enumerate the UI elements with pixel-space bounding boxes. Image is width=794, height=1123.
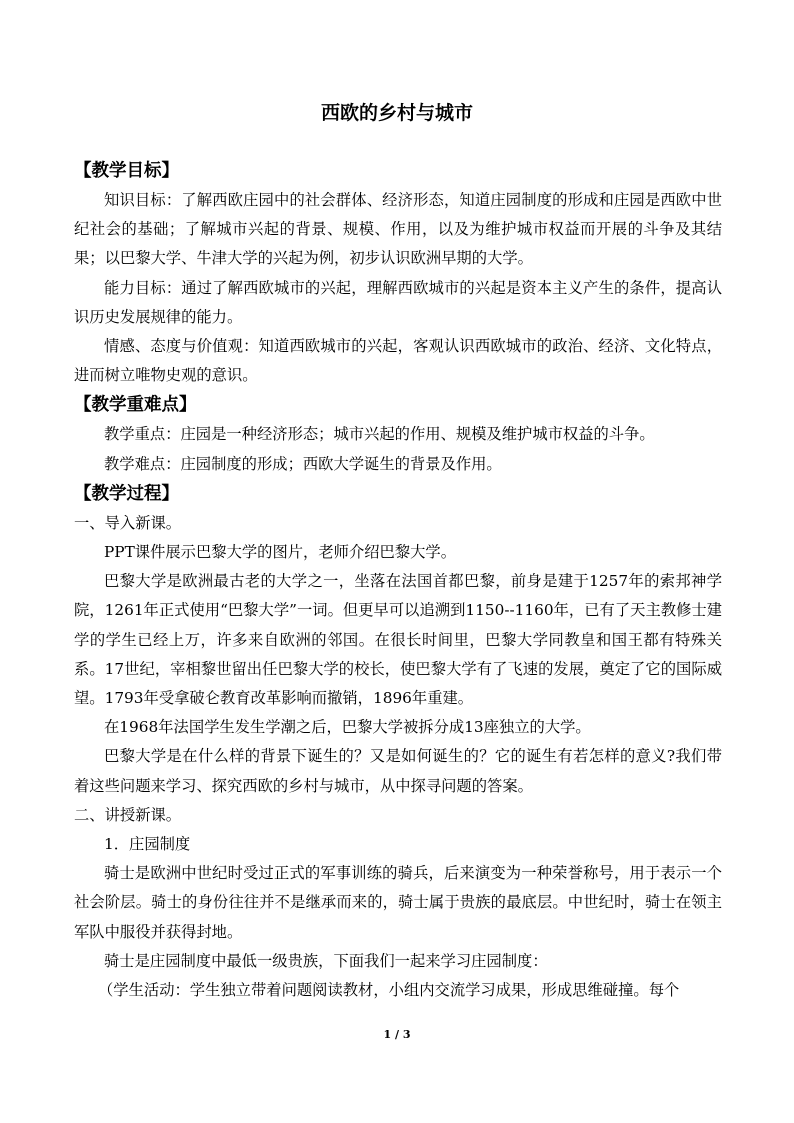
paragraph-paris-university-history: 巴黎大学是欧洲最古老的大学之一，坐落在法国首都巴黎，前身是建于1257年的索邦神学院，1261年正式使用“巴黎大学”一词。但更早可以追溯到1150--1160年，已有了天主教修士建学的学生已经上万，许多来自欧洲的邻国。在很长时间里，巴黎大学同教皇和国王都有特殊关系。17世纪，宰相黎世留出任巴黎大学的校长，使巴黎大学有了飞速的发展，奠定了它的国际威望。1793年受拿破仑教育改革影响而撤销，1896年重建。 [74, 572, 722, 708]
paragraph-key-point: 教学重点：庄园是一种经济形态；城市兴起的作用、规模及维护城市权益的斗争。 [104, 425, 655, 444]
paragraph-lead-questions: 巴黎大学是在什么样的背景下诞生的？又是如何诞生的？它的诞生有若怎样的意义?我们带着这些问题来学习、探究西欧的乡村与城市，从中探寻问题的答案。 [74, 747, 722, 795]
paragraph-ability-objective: 能力目标：通过了解西欧城市的兴起，理解西欧城市的兴起是资本主义产生的条件，提高认识历史发展规律的能力。 [74, 278, 722, 326]
document-body [74, 156, 722, 1005]
section-heading-process: 【教学过程】 [74, 483, 179, 504]
section-heading-objectives: 【教学目标】 [74, 161, 179, 181]
paragraph-difficult-point: 教学难点：庄园制度的形成；西欧大学诞生的背景及作用。 [104, 454, 502, 473]
step-new-lesson: 二、讲授新课。 [74, 805, 182, 824]
paragraph-attitude-objective: 情感、态度与价值观：知道西欧城市的兴起，客观认识西欧城市的政治、经济、文化特点，进而树立唯物史观的意识。 [74, 337, 722, 385]
section-heading-key-points: 【教学重难点】 [74, 395, 197, 416]
paragraph-paris-university-split: 在1968年法国学生发生学潮之后，巴黎大学被拆分成13座独立的大学。 [104, 718, 591, 737]
document-title: 西欧的乡村与城市 [320, 102, 473, 124]
paragraph-ppt-intro: PPT课件展示巴黎大学的图片，老师介绍巴黎大学。 [104, 543, 457, 562]
paragraph-knowledge-objective: 知识目标：了解西欧庄园中的社会群体、经济形态，知道庄园制度的形成和庄园是西欧中世纪社会的基础；了解城市兴起的背景、规模、作用，以及为维护城市权益而开展的斗争及其结果；以巴黎大学、牛津大学的兴起为例，初步认识欧洲早期的大学。 [74, 191, 722, 268]
paragraph-knights: 骑士是欧洲中世纪时受过正式的军事训练的骑兵，后来演变为一种荣誉称号，用于表示一个社会阶层。骑士的身份往往并不是继承而来的，骑士属于贵族的最底层。中世纪时，骑士在领主军队中服役并获得封地。 [74, 864, 722, 941]
step-introduction: 一、导入新课。 [74, 513, 182, 532]
paragraph-knights-manor: 骑士是庄园制度中最低一级贵族，下面我们一起来学习庄园制度： [104, 951, 548, 970]
subheading-manor-system: 1．庄园制度 [104, 835, 191, 854]
paragraph-student-activity: （学生活动：学生独立带着问题阅读教材，小组内交流学习成果，形成思维碰撞。每个 [98, 981, 680, 1000]
page-number: 1 / 3 [383, 1028, 411, 1041]
